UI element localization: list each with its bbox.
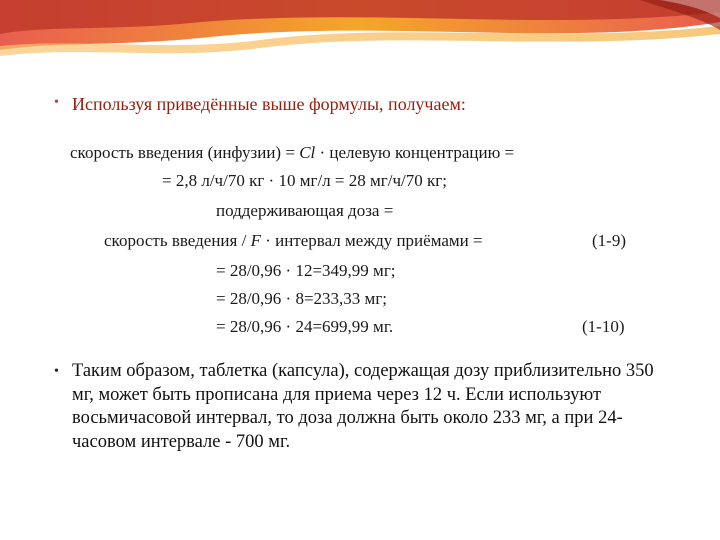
formula-line-1: скорость введения (инфузии) = Cl · целевую концентрацию = (70, 143, 515, 162)
formula-line-5: = 28/0,96 · 12=349,99 мг; (216, 261, 396, 280)
equation-number-1-9: (1-9) (592, 231, 626, 250)
intro-bullet (54, 92, 466, 116)
header-decoration (0, 0, 720, 75)
formula-line-6: = 28/0,96 · 8=233,33 мг; (216, 289, 388, 308)
formula-line-2: = 2,8 л/ч/70 кг · 10 мг/л = 28 мг/ч/70 кг; (162, 171, 447, 190)
formula-block (60, 140, 640, 340)
clearance-symbol: Cl (299, 143, 316, 162)
formula-line-7: = 28/0,96 · 24=699,99 мг. (216, 317, 394, 336)
conclusion-bullet (54, 360, 654, 454)
bullet-icon: • (54, 364, 59, 379)
equation-number-1-10: (1-10) (582, 317, 625, 336)
intro-text: Используя приведённые выше формулы, получаем: (72, 94, 466, 114)
bioavailability-symbol: F (250, 231, 261, 250)
formula-line-4: скорость введения / F · интервал между приёмами = (104, 231, 483, 250)
conclusion-text: Таким образом, таблетка (капсула), содержащая дозу приблизительно 350 мг, может быть прописана для приема через 12 ч. Если используют восьмичасовой интервал, то доза должна быть около 233 мг, а при 24-часовом интервале - 700 мг. (72, 361, 654, 452)
bullet-icon: • (54, 95, 59, 110)
formula-line-3: поддерживающая доза = (216, 201, 394, 220)
